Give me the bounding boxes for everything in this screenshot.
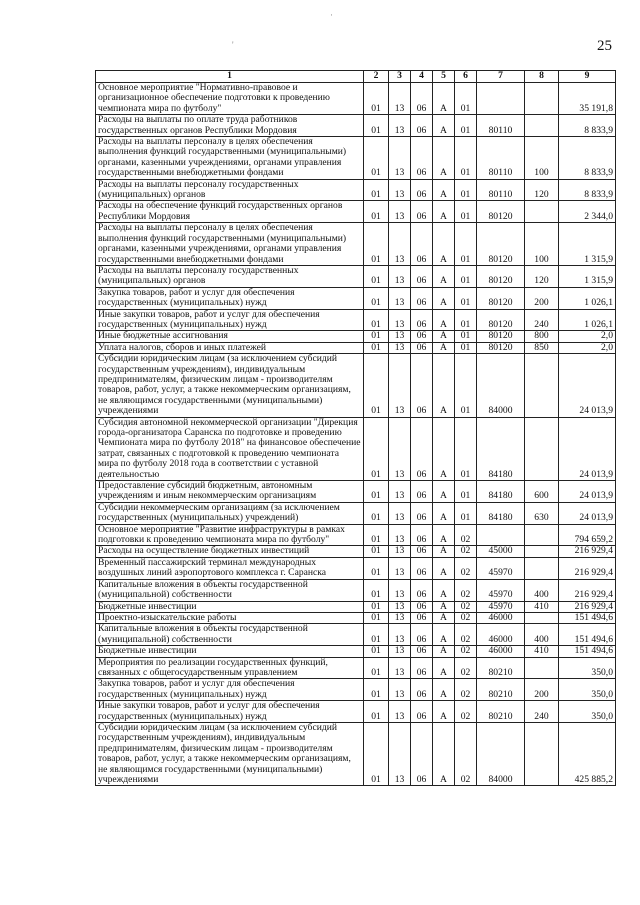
code-program: 06	[411, 624, 433, 646]
code-event: 01	[455, 354, 477, 417]
code-subprogram-letter: А	[433, 524, 455, 546]
code-event: 01	[455, 417, 477, 480]
code-program: 06	[411, 223, 433, 266]
amount: 151 494,6	[559, 624, 616, 646]
code-event: 01	[455, 201, 477, 223]
code-section: 01	[364, 624, 389, 646]
code-target-item: 46000	[477, 624, 525, 646]
column-header: 3	[389, 71, 411, 83]
code-target-item: 80110	[477, 137, 525, 180]
code-subsection: 13	[389, 287, 411, 309]
code-section: 01	[364, 546, 389, 557]
amount: 35 191,8	[559, 83, 616, 115]
code-expense-type: 120	[525, 179, 559, 201]
code-target-item: 80120	[477, 309, 525, 331]
code-target-item: 80110	[477, 179, 525, 201]
table-row	[96, 223, 616, 266]
code-subprogram-letter: А	[433, 612, 455, 623]
row-description: Предоставление субсидий бюджетным, автономным учреждениям и иным некоммерческим организациям	[96, 481, 364, 503]
code-target-item: 84000	[477, 722, 525, 785]
code-subprogram-letter: А	[433, 546, 455, 557]
amount: 2,0	[559, 331, 616, 342]
code-expense-type: 120	[525, 265, 559, 287]
amount: 8 833,9	[559, 115, 616, 137]
code-expense-type	[525, 201, 559, 223]
code-expense-type: 100	[525, 223, 559, 266]
code-section: 01	[364, 646, 389, 657]
code-event: 01	[455, 265, 477, 287]
amount: 24 013,9	[559, 502, 616, 524]
table-row	[96, 354, 616, 417]
code-section: 01	[364, 701, 389, 723]
amount: 2,0	[559, 342, 616, 353]
code-program: 06	[411, 309, 433, 331]
code-subsection: 13	[389, 601, 411, 612]
code-event: 01	[455, 115, 477, 137]
code-expense-type: 850	[525, 342, 559, 353]
code-expense-type	[525, 115, 559, 137]
amount: 24 013,9	[559, 417, 616, 480]
column-header: 2	[364, 71, 389, 83]
table-row	[96, 612, 616, 623]
column-header: 5	[433, 71, 455, 83]
table-row	[96, 481, 616, 503]
code-program: 06	[411, 137, 433, 180]
table-row	[96, 201, 616, 223]
row-description: Иные бюджетные ассигнования	[96, 331, 364, 342]
code-expense-type	[525, 83, 559, 115]
amount: 216 929,4	[559, 579, 616, 601]
code-subsection: 13	[389, 342, 411, 353]
code-event: 01	[455, 342, 477, 353]
code-subprogram-letter: А	[433, 179, 455, 201]
code-program: 06	[411, 287, 433, 309]
table-row	[96, 601, 616, 612]
code-subprogram-letter: А	[433, 83, 455, 115]
code-target-item: 80110	[477, 115, 525, 137]
row-description: Капитальные вложения в объекты государственной (муниципальной) собственности	[96, 624, 364, 646]
code-subprogram-letter: А	[433, 223, 455, 266]
code-expense-type	[525, 524, 559, 546]
code-subsection: 13	[389, 417, 411, 480]
code-subsection: 13	[389, 83, 411, 115]
amount: 8 833,9	[559, 179, 616, 201]
code-event: 02	[455, 624, 477, 646]
column-header: 8	[525, 71, 559, 83]
code-section: 01	[364, 287, 389, 309]
code-subprogram-letter: А	[433, 309, 455, 331]
code-section: 01	[364, 722, 389, 785]
table-row	[96, 701, 616, 723]
code-section: 01	[364, 223, 389, 266]
row-description: Основное мероприятие "Развитие инфраструктуры в рамках подготовки к проведению чемпионата мира по футболу"	[96, 524, 364, 546]
amount: 24 013,9	[559, 354, 616, 417]
table-row	[96, 679, 616, 701]
code-subprogram-letter: А	[433, 331, 455, 342]
code-subsection: 13	[389, 502, 411, 524]
code-subsection: 13	[389, 646, 411, 657]
column-header: 6	[455, 71, 477, 83]
code-subsection: 13	[389, 309, 411, 331]
amount: 2 344,0	[559, 201, 616, 223]
code-subprogram-letter: А	[433, 624, 455, 646]
code-subprogram-letter: А	[433, 481, 455, 503]
code-program: 06	[411, 524, 433, 546]
code-section: 01	[364, 265, 389, 287]
code-target-item: 45000	[477, 546, 525, 557]
budget-table	[95, 70, 616, 786]
code-expense-type	[525, 657, 559, 679]
row-description: Временный пассажирский терминал международных воздушных линий аэропортового комплекса г. Саранска	[96, 557, 364, 579]
code-program: 06	[411, 331, 433, 342]
code-subsection: 13	[389, 223, 411, 266]
code-expense-type: 200	[525, 287, 559, 309]
code-target-item: 45970	[477, 601, 525, 612]
table-row	[96, 331, 616, 342]
code-event: 01	[455, 331, 477, 342]
code-section: 01	[364, 657, 389, 679]
code-target-item: 84000	[477, 354, 525, 417]
page-number: 25	[597, 38, 612, 54]
table-row	[96, 579, 616, 601]
code-subprogram-letter: А	[433, 701, 455, 723]
code-subsection: 13	[389, 115, 411, 137]
code-target-item: 80210	[477, 657, 525, 679]
code-section: 01	[364, 354, 389, 417]
code-section: 01	[364, 612, 389, 623]
code-subsection: 13	[389, 546, 411, 557]
code-subprogram-letter: А	[433, 679, 455, 701]
code-target-item: 80120	[477, 287, 525, 309]
code-target-item: 45970	[477, 579, 525, 601]
table-header-row	[96, 71, 616, 83]
code-section: 01	[364, 309, 389, 331]
table-row	[96, 624, 616, 646]
code-section: 01	[364, 524, 389, 546]
amount: 794 659,2	[559, 524, 616, 546]
row-description: Закупка товаров, работ и услуг для обеспечения государственных (муниципальных) нужд	[96, 287, 364, 309]
code-section: 01	[364, 342, 389, 353]
code-program: 06	[411, 557, 433, 579]
code-event: 01	[455, 287, 477, 309]
code-subprogram-letter: А	[433, 287, 455, 309]
code-section: 01	[364, 502, 389, 524]
row-description: Расходы на осуществление бюджетных инвестиций	[96, 546, 364, 557]
row-description: Иные закупки товаров, работ и услуг для обеспечения государственных (муниципальных) нужд	[96, 701, 364, 723]
code-expense-type	[525, 354, 559, 417]
code-section: 01	[364, 481, 389, 503]
code-event: 02	[455, 524, 477, 546]
code-subprogram-letter: А	[433, 646, 455, 657]
code-event: 01	[455, 481, 477, 503]
code-event: 01	[455, 502, 477, 524]
table-row	[96, 179, 616, 201]
code-program: 06	[411, 265, 433, 287]
amount: 24 013,9	[559, 481, 616, 503]
code-subprogram-letter: А	[433, 354, 455, 417]
code-target-item	[477, 524, 525, 546]
row-description: Субсидии юридическим лицам (за исключением субсидий государственным учреждениям), индивидуальным предпринимателям, физическим лицам - производителям товаров, работ, услуг, а также некоммерческим организациям, не являющимся государственными (муниципальными) учреждениями	[96, 722, 364, 785]
code-target-item: 46000	[477, 646, 525, 657]
code-subsection: 13	[389, 612, 411, 623]
column-header: 1	[96, 71, 364, 83]
code-expense-type: 240	[525, 701, 559, 723]
column-header: 4	[411, 71, 433, 83]
code-subprogram-letter: А	[433, 579, 455, 601]
code-target-item: 46000	[477, 612, 525, 623]
code-subsection: 13	[389, 657, 411, 679]
amount: 216 929,4	[559, 546, 616, 557]
scan-speck: ·	[330, 10, 333, 20]
amount: 1 026,1	[559, 287, 616, 309]
code-expense-type	[525, 546, 559, 557]
table-row	[96, 342, 616, 353]
code-program: 06	[411, 679, 433, 701]
amount: 350,0	[559, 701, 616, 723]
code-section: 01	[364, 601, 389, 612]
code-subprogram-letter: А	[433, 601, 455, 612]
code-program: 06	[411, 601, 433, 612]
code-target-item: 80120	[477, 342, 525, 353]
code-target-item: 80120	[477, 223, 525, 266]
row-description: Расходы на выплаты персоналу государственных (муниципальных) органов	[96, 179, 364, 201]
row-description: Расходы на выплаты персоналу в целях обеспечения выполнения функций государственными (муниципальными) органами, казенными учреждениями, органами управления государственными внебюджетными фондами	[96, 223, 364, 266]
code-program: 06	[411, 417, 433, 480]
row-description: Бюджетные инвестиции	[96, 646, 364, 657]
code-event: 02	[455, 657, 477, 679]
code-section: 01	[364, 115, 389, 137]
code-event: 02	[455, 701, 477, 723]
table-row	[96, 287, 616, 309]
code-subsection: 13	[389, 722, 411, 785]
code-target-item: 84180	[477, 481, 525, 503]
table-row	[96, 546, 616, 557]
amount: 8 833,9	[559, 137, 616, 180]
code-expense-type: 400	[525, 624, 559, 646]
code-program: 06	[411, 354, 433, 417]
code-section: 01	[364, 83, 389, 115]
amount: 1 315,9	[559, 223, 616, 266]
row-description: Капитальные вложения в объекты государственной (муниципальной) собственности	[96, 579, 364, 601]
code-program: 06	[411, 83, 433, 115]
code-target-item: 80120	[477, 265, 525, 287]
code-expense-type: 410	[525, 646, 559, 657]
column-header: 7	[477, 71, 525, 83]
row-description: Расходы на обеспечение функций государственных органов Республики Мордовия	[96, 201, 364, 223]
code-target-item: 80210	[477, 701, 525, 723]
code-expense-type: 200	[525, 679, 559, 701]
code-event: 02	[455, 612, 477, 623]
row-description: Субсидия автономной некоммерческой организации "Дирекция города-организатора Саранска по подготовке и проведению Чемпионата мира по футболу 2018" на финансовое обеспечение затрат, связанных с подготовкой к проведению чемпионата мира по футболу 2018 года в соответствии с уставной деятельностью	[96, 417, 364, 480]
amount: 350,0	[559, 657, 616, 679]
code-expense-type: 600	[525, 481, 559, 503]
table-row	[96, 646, 616, 657]
row-description: Бюджетные инвестиции	[96, 601, 364, 612]
code-program: 06	[411, 115, 433, 137]
code-expense-type: 630	[525, 502, 559, 524]
table-row	[96, 417, 616, 480]
code-program: 06	[411, 722, 433, 785]
code-event: 02	[455, 679, 477, 701]
row-description: Субсидии некоммерческим организациям (за исключением государственных (муниципальных) учреждений)	[96, 502, 364, 524]
amount: 1 026,1	[559, 309, 616, 331]
code-program: 06	[411, 481, 433, 503]
code-program: 06	[411, 657, 433, 679]
amount: 151 494,6	[559, 646, 616, 657]
code-program: 06	[411, 612, 433, 623]
code-event: 01	[455, 179, 477, 201]
code-program: 06	[411, 179, 433, 201]
table-body	[96, 83, 616, 786]
code-subprogram-letter: А	[433, 342, 455, 353]
code-event: 01	[455, 223, 477, 266]
code-event: 02	[455, 722, 477, 785]
code-program: 06	[411, 502, 433, 524]
amount: 216 929,4	[559, 601, 616, 612]
code-section: 01	[364, 201, 389, 223]
code-subsection: 13	[389, 179, 411, 201]
code-expense-type	[525, 612, 559, 623]
code-section: 01	[364, 579, 389, 601]
code-section: 01	[364, 679, 389, 701]
code-event: 01	[455, 137, 477, 180]
code-event: 01	[455, 309, 477, 331]
code-section: 01	[364, 137, 389, 180]
code-subsection: 13	[389, 265, 411, 287]
code-subprogram-letter: А	[433, 722, 455, 785]
row-description: Иные закупки товаров, работ и услуг для обеспечения государственных (муниципальных) нужд	[96, 309, 364, 331]
row-description: Уплата налогов, сборов и иных платежей	[96, 342, 364, 353]
code-section: 01	[364, 417, 389, 480]
code-section: 01	[364, 557, 389, 579]
code-target-item: 84180	[477, 417, 525, 480]
row-description: Закупка товаров, работ и услуг для обеспечения государственных (муниципальных) нужд	[96, 679, 364, 701]
code-expense-type: 400	[525, 579, 559, 601]
code-subprogram-letter: А	[433, 137, 455, 180]
code-expense-type: 800	[525, 331, 559, 342]
code-expense-type: 240	[525, 309, 559, 331]
code-program: 06	[411, 579, 433, 601]
code-event: 02	[455, 646, 477, 657]
amount: 425 885,2	[559, 722, 616, 785]
row-description: Расходы на выплаты по оплате труда работников государственных органов Республики Мордовия	[96, 115, 364, 137]
code-program: 06	[411, 342, 433, 353]
code-target-item: 80120	[477, 331, 525, 342]
scan-speck: '	[232, 40, 234, 50]
table-row	[96, 557, 616, 579]
code-subprogram-letter: А	[433, 557, 455, 579]
table-row	[96, 722, 616, 785]
code-subsection: 13	[389, 679, 411, 701]
code-subsection: 13	[389, 624, 411, 646]
code-event: 02	[455, 579, 477, 601]
table-row	[96, 502, 616, 524]
amount: 216 929,4	[559, 557, 616, 579]
code-event: 02	[455, 601, 477, 612]
code-expense-type: 410	[525, 601, 559, 612]
row-description: Субсидии юридическим лицам (за исключением субсидий государственным учреждениям), индивидуальным предпринимателям, физическим лицам - производителям товаров, работ, услуг, а также некоммерческим организациям, не являющимся государственными (муниципальными) учреждениями	[96, 354, 364, 417]
code-subprogram-letter: А	[433, 417, 455, 480]
code-subsection: 13	[389, 137, 411, 180]
code-event: 02	[455, 557, 477, 579]
code-subsection: 13	[389, 557, 411, 579]
row-description: Расходы на выплаты персоналу государственных (муниципальных) органов	[96, 265, 364, 287]
row-description: Основное мероприятие "Нормативно-правовое и организационное обеспечение подготовки к проведению чемпионата мира по футболу"	[96, 83, 364, 115]
table-row	[96, 657, 616, 679]
code-expense-type	[525, 557, 559, 579]
amount: 151 494,6	[559, 612, 616, 623]
code-subsection: 13	[389, 481, 411, 503]
row-description: Проектно-изыскательские работы	[96, 612, 364, 623]
code-target-item: 45970	[477, 557, 525, 579]
table-row	[96, 83, 616, 115]
code-target-item	[477, 83, 525, 115]
code-event: 01	[455, 83, 477, 115]
amount: 1 315,9	[559, 265, 616, 287]
code-section: 01	[364, 331, 389, 342]
code-program: 06	[411, 646, 433, 657]
code-expense-type	[525, 417, 559, 480]
code-program: 06	[411, 701, 433, 723]
code-subprogram-letter: А	[433, 115, 455, 137]
table-row	[96, 265, 616, 287]
code-program: 06	[411, 546, 433, 557]
code-subprogram-letter: А	[433, 657, 455, 679]
code-target-item: 80120	[477, 201, 525, 223]
code-section: 01	[364, 179, 389, 201]
amount: 350,0	[559, 679, 616, 701]
table-row	[96, 524, 616, 546]
code-subsection: 13	[389, 579, 411, 601]
code-subprogram-letter: А	[433, 265, 455, 287]
code-expense-type: 100	[525, 137, 559, 180]
code-program: 06	[411, 201, 433, 223]
code-subsection: 13	[389, 331, 411, 342]
code-target-item: 80210	[477, 679, 525, 701]
column-header: 9	[559, 71, 616, 83]
code-target-item: 84180	[477, 502, 525, 524]
code-subsection: 13	[389, 354, 411, 417]
table-row	[96, 309, 616, 331]
code-expense-type	[525, 722, 559, 785]
table-row	[96, 137, 616, 180]
code-subsection: 13	[389, 701, 411, 723]
code-subprogram-letter: А	[433, 201, 455, 223]
code-subsection: 13	[389, 201, 411, 223]
table-row	[96, 115, 616, 137]
row-description: Расходы на выплаты персоналу в целях обеспечения выполнения функций государственными (муниципальными) органами, казенными учреждениями, органами управления государственными внебюджетными фондами	[96, 137, 364, 180]
code-subsection: 13	[389, 524, 411, 546]
code-subprogram-letter: А	[433, 502, 455, 524]
row-description: Мероприятия по реализации государственных функций, связанных с общегосударственным управлением	[96, 657, 364, 679]
code-event: 02	[455, 546, 477, 557]
